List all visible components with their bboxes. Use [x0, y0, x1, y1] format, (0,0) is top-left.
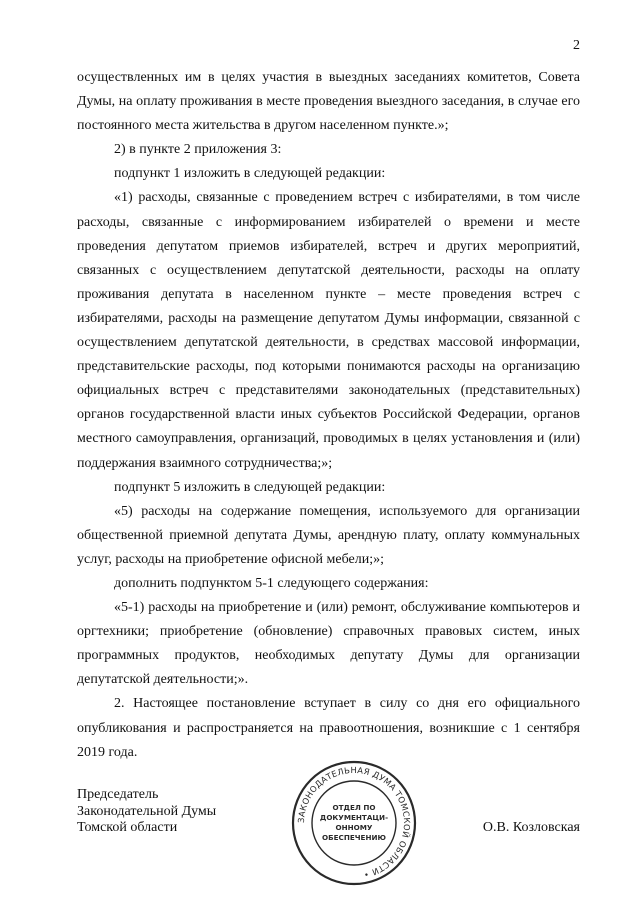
- stamp-center-line: ОННОМУ: [335, 823, 373, 832]
- paragraph-subitem-5-heading: подпункт 5 изложить в следующей редакции:: [114, 479, 386, 495]
- stamp-center-line: ОТДЕЛ ПО: [332, 803, 376, 812]
- paragraph-subitem-5-1-text: «5-1) расходы на приобретение и (или) ремонт, обслуживание компьютеров и оргтехники; приобретение (обновление) справочных правовых систем, иных программных продуктов, необходимых депутату Думы для организации депутатской деятельности;».: [77, 600, 580, 688]
- signatory-title-line: Председатель: [77, 787, 159, 802]
- paragraph-subitem-1-text: «1) расходы, связанные с проведением встреч с избирателями, в том числе расходы, связанные с информированием избирателей о времени и месте проведения депутатом приемов избирателей, встреч и других мероприятий, связанных с осуществлением депутатской деятельности, расходы на оплату проживания депутата в населенном пункте – месте проведения встреч с избирателями, расходы на размещение депутатом Думы информации, связанной с осуществлением депутатской деятельности, в средствах массовой информации, представительские расходы, под которыми понимаются расходы на организацию официальных встреч с представителями законодательных (представительных) органов государственной власти иных субъектов Российской Федерации, органов местного самоуправления, организаций, проводимых в целях установления и (или) поддержания взаимного сотрудничества;»;: [77, 190, 580, 471]
- stamp-ring-text: ЗАКОНОДАТЕЛЬНАЯ ДУМА ТОМСКОЙ ОБЛАСТИ •: [295, 764, 413, 881]
- stamp-center-line: ДОКУМЕНТАЦИ-: [319, 813, 389, 822]
- paragraph-clause-2: 2. Настоящее постановление вступает в силу со дня его официального опубликования и распространяется на правоотношения, возникшие с 1 сентября 2019 года.: [77, 696, 580, 760]
- paragraph-item-2: 2) в пункте 2 приложения 3:: [114, 142, 282, 158]
- document-body: [77, 66, 580, 765]
- stamp-center-line: ОБЕСПЕЧЕНИЮ: [322, 833, 386, 842]
- paragraph-subitem-1-heading: подпункт 1 изложить в следующей редакции:: [114, 166, 386, 182]
- signatory-title-line: Законодательной Думы: [77, 803, 217, 819]
- paragraph-subitem-5-text: «5) расходы на содержание помещения, используемого для организации общественной приемной депутата Думы, арендную плату, оплату коммунальных услуг, расходы на приобретение офисной мебели;»;: [77, 503, 580, 567]
- paragraph-subitem-5-1-heading: дополнить подпунктом 5-1 следующего содержания:: [114, 575, 429, 591]
- official-stamp: [289, 758, 419, 888]
- signatory-name: О.В. Козловская: [482, 820, 580, 835]
- paragraph-continuation: осуществленных им в целях участия в выездных заседаниях комитетов, Совета Думы, на оплату проживания в месте проведения выездного заседания, в случае его постоянного места жительства в другом населенном пункте.»;: [77, 70, 580, 134]
- page-number: 2: [573, 38, 580, 53]
- signatory-title: [77, 787, 216, 837]
- signatory-title-line: Томской области: [77, 820, 178, 835]
- stamp-graphic: [289, 758, 419, 888]
